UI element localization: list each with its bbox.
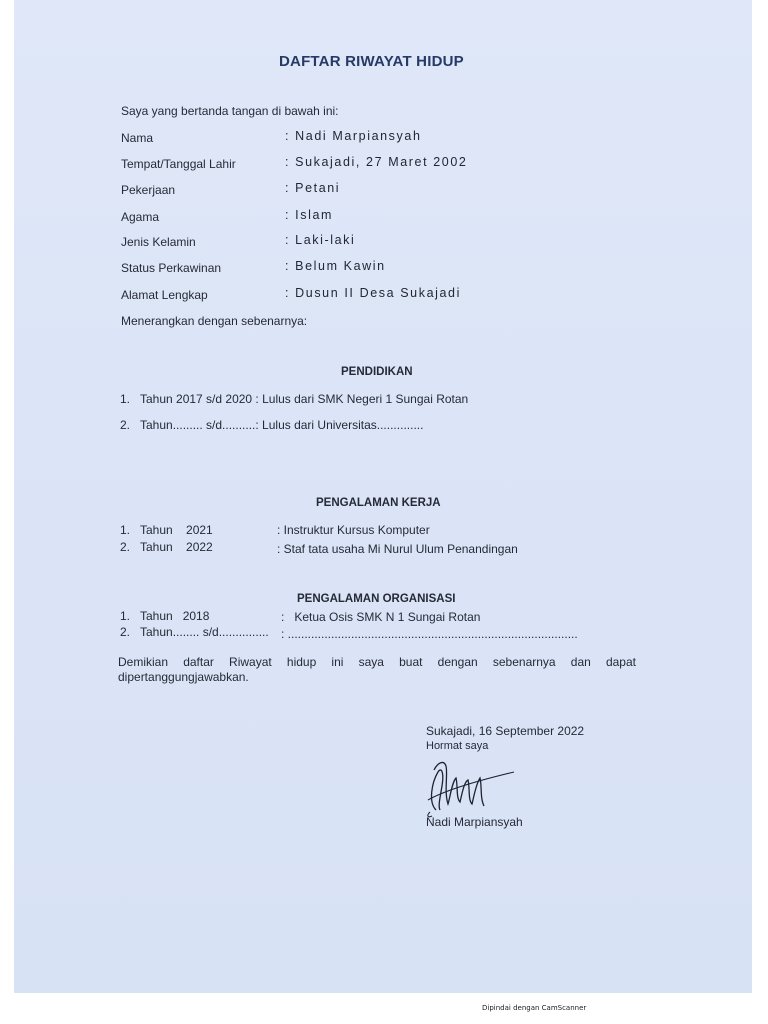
closing-statement-line-1: Demikian daftar Riwayat hidup ini saya buat dengan sebenarnya dan dapat [118, 655, 636, 669]
label-agama: Agama [121, 210, 160, 224]
intro-text: Saya yang bertanda tangan di bawah ini: [121, 104, 339, 118]
work-item-1-text: : Instruktur Kursus Komputer [277, 523, 430, 537]
organization-item-2-text: : ....................................................................................... [281, 627, 578, 641]
place-and-date: Sukajadi, 16 September 2022 [426, 724, 585, 738]
organization-item-1-period: Tahun 2018 [140, 609, 210, 623]
value-alamat-lengkap: : Dusun II Desa Sukajadi [285, 286, 461, 300]
education-item-2-number: 2. [120, 418, 131, 432]
closing-statement [118, 655, 636, 685]
scanner-watermark: Dipindai dengan CamScanner [482, 1004, 587, 1012]
label-jenis-kelamin: Jenis Kelamin [121, 235, 196, 249]
work-item-2-period: Tahun 2022 [140, 540, 213, 554]
closing-statement-line-2: dipertanggungjawabkan. [118, 670, 249, 684]
organization-item-1-number: 1. [120, 609, 131, 623]
value-agama: : Islam [285, 208, 334, 222]
value-jenis-kelamin: : Laki-laki [285, 233, 356, 247]
work-heading: PENGALAMAN KERJA [316, 497, 441, 509]
education-item-1: Tahun 2017 s/d 2020 : Lulus dari SMK Negeri 1 Sungai Rotan [140, 392, 469, 406]
work-item-2-number: 2. [120, 540, 131, 554]
organization-item-1-text: : Ketua Osis SMK N 1 Sungai Rotan [281, 610, 481, 624]
work-item-2-text: : Staf tata usaha Mi Nurul Ulum Penandingan [277, 542, 518, 556]
label-status-perkawinan: Status Perkawinan [121, 261, 222, 275]
label-alamat-lengkap: Alamat Lengkap [121, 288, 208, 302]
value-status-perkawinan: : Belum Kawin [285, 259, 386, 273]
declaration-intro: Menerangkan dengan sebenarnya: [121, 314, 308, 328]
label-pekerjaan: Pekerjaan [121, 183, 176, 197]
value-nama: : Nadi Marpiansyah [285, 129, 422, 143]
education-item-2: Tahun......... s/d..........: Lulus dari Universitas.............. [140, 418, 424, 432]
value-tempat-tanggal-lahir: : Sukajadi, 27 Maret 2002 [285, 155, 468, 169]
organization-item-2-number: 2. [120, 625, 131, 639]
signer-name: Nadi Marpiansyah [426, 815, 523, 829]
organization-item-2-period: Tahun........ s/d............... [140, 625, 269, 639]
education-item-1-number: 1. [120, 392, 131, 406]
education-heading: PENDIDIKAN [341, 366, 413, 378]
work-item-1-number: 1. [120, 523, 131, 537]
label-tempat-tanggal-lahir: Tempat/Tanggal Lahir [121, 157, 236, 171]
label-nama: Nama [121, 131, 154, 145]
work-item-1-period: Tahun 2021 [140, 523, 213, 537]
value-pekerjaan: : Petani [285, 181, 341, 195]
regards-text: Hormat saya [426, 740, 489, 752]
organization-heading: PENGALAMAN ORGANISASI [297, 593, 456, 605]
document-title: DAFTAR RIWAYAT HIDUP [279, 53, 464, 70]
